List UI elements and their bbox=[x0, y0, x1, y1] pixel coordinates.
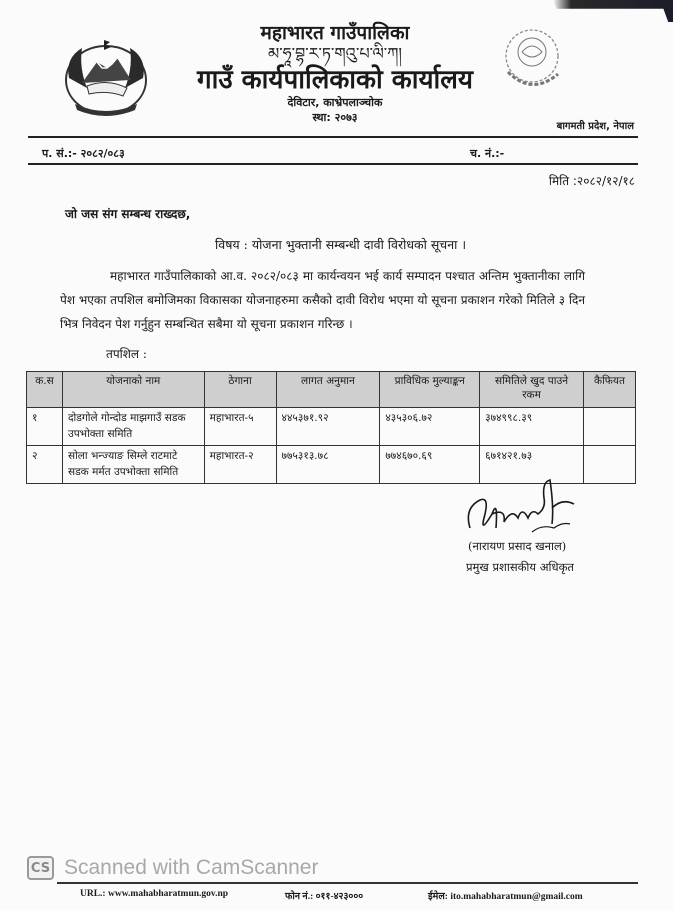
cell-cost-estimate: ४४५३७१.९२ bbox=[276, 408, 380, 446]
project-table bbox=[26, 371, 636, 484]
cell-cost-estimate: ७७५३१३.७८ bbox=[276, 446, 380, 484]
header-divider bbox=[28, 136, 638, 138]
details-label: तपशिल : bbox=[106, 347, 147, 361]
letter-number: प. सं.:- २०८२/०८३ bbox=[42, 147, 125, 160]
cell-net-amount: ६७१४२१.७३ bbox=[480, 446, 584, 484]
cell-address: महाभारत-२ bbox=[204, 446, 276, 484]
letter-date: मिति :२०८२/१२/१८ bbox=[548, 174, 635, 188]
header-serial: क.स bbox=[27, 372, 63, 408]
letterhead bbox=[180, 22, 490, 125]
header-net-amount: समितिले खुद पाउने रकम bbox=[480, 372, 584, 408]
salutation: जो जस संग सम्बन्ध राख्दछ, bbox=[65, 207, 191, 221]
province-label: बागमती प्रदेश, नेपाल bbox=[556, 121, 634, 132]
office-address: देविटार, काभ्रेपलाञ्चोक bbox=[287, 96, 383, 109]
signer-name: (नारायण प्रसाद खनाल) bbox=[468, 539, 567, 553]
scan-edge-shadow bbox=[553, 0, 673, 22]
signer-title: प्रमुख प्रशासकीय अधिकृत bbox=[466, 560, 574, 574]
footer-email: ईमेल: ito.mahabharatmun@gmail.com bbox=[428, 892, 583, 902]
footer-url: URL.: www.mahabharatmun.gov.np bbox=[80, 889, 229, 899]
cell-technical-evaluation: ४३५३०६.७२ bbox=[380, 408, 480, 446]
reference-divider bbox=[28, 163, 638, 165]
office-seal-icon bbox=[498, 22, 570, 98]
cell-technical-evaluation: ७७४६७०.६९ bbox=[380, 446, 480, 484]
table-header-row bbox=[27, 372, 636, 408]
nepal-emblem-icon bbox=[57, 38, 155, 118]
footer-phone: फोन नं.: ०११-४२३००० bbox=[285, 892, 364, 902]
header-address: ठेगाना bbox=[204, 372, 276, 408]
table-row bbox=[27, 408, 636, 446]
cell-project-name: सोला भन्ज्याङ सिम्ले राटमाटे सडक मर्मत उपभोक्ता समिति bbox=[62, 446, 204, 484]
cell-remarks bbox=[583, 408, 635, 446]
dispatch-number: च. नं.:- bbox=[470, 147, 505, 160]
cell-address: महाभारत-५ bbox=[204, 408, 276, 446]
letter-body: महाभारत गाउँपालिकाको आ.व. २०८२/०८३ मा कार्यन्वयन भई कार्य सम्पादन पश्चात अन्तिम भुक्तानीका लागि पेश भएका तपशिल बमोजिमका विकासका योजनाहरुमा कसैको दावी विरोध भएमा यो सूचना प्रकाशन गरेको मितिले ३ दिन भित्र निवेदन पेश गर्नुहुन सम्बन्धित सबैमा यो सूचना प्रकाशन गरिन्छ । bbox=[60, 269, 585, 331]
municipality-name-tibetan: མ་ཧཱ་བྷ་ར་ཏ་གའུ་པ་ལི་ཀ། bbox=[268, 44, 402, 63]
header-project-name: योजनाको नाम bbox=[62, 372, 204, 408]
header-remarks: कैफियत bbox=[583, 372, 635, 408]
camscanner-logo-icon: CS bbox=[27, 856, 54, 880]
municipality-name: महाभारत गाउँपालिका bbox=[260, 22, 410, 44]
header-cost-estimate: लागत अनुमान bbox=[276, 372, 380, 408]
footer-divider bbox=[57, 882, 638, 884]
camscanner-watermark: Scanned with CamScanner bbox=[64, 856, 319, 879]
cell-serial: २ bbox=[27, 446, 63, 484]
cell-net-amount: ३७४९९८.३९ bbox=[480, 408, 584, 446]
header-technical-evaluation: प्राविधिक मुल्याङ्कन bbox=[380, 372, 480, 408]
cell-project-name: दोडगोले गोन्दोड माझगाउँ सडक उपभोक्ता समिति bbox=[62, 408, 204, 446]
cell-serial: १ bbox=[27, 408, 63, 446]
subject-line: विषय : योजना भुक्तानी सम्बन्धी दावी विरोधको सूचना । bbox=[215, 237, 467, 252]
established-year: स्था: २०७३ bbox=[312, 111, 358, 124]
office-name: गाउँ कार्यपालिकाको कार्यालय bbox=[197, 65, 473, 95]
signature-mark bbox=[462, 478, 592, 540]
